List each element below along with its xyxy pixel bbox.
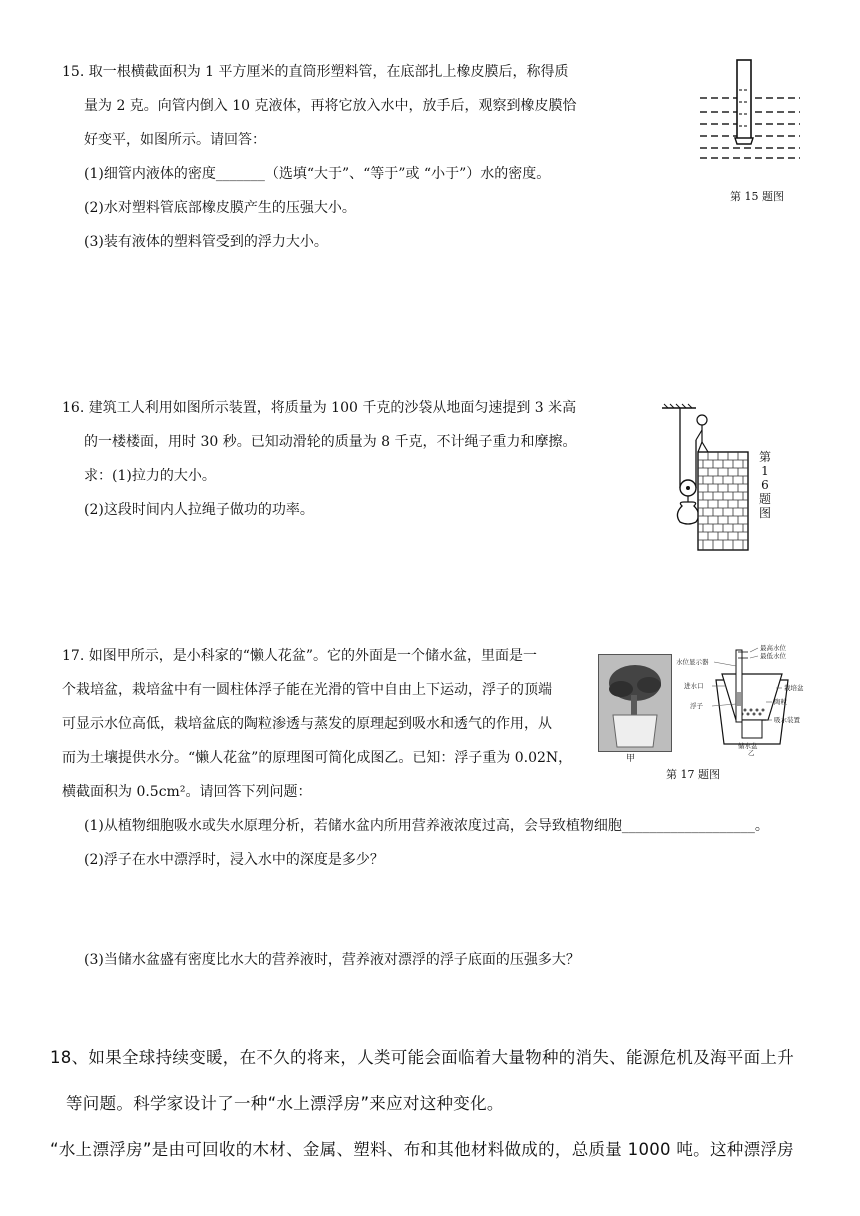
q17-photo-jia — [598, 654, 672, 752]
q17-line-6: (1)从植物细胞吸水或失水原理分析，若储水盆内所用营养液浓度过高，会导致植物细胞___________________。 — [84, 818, 769, 834]
q15-line-1: 15. 取一根横截面积为 1 平方厘米的直筒形塑料管，在底部扎上橡皮膜后，称得质 — [62, 64, 569, 80]
q18-line-2: 等问题。科学家设计了一种“水上漂浮房”来应对这种变化。 — [66, 1094, 504, 1113]
q15-line-6: (3)装有液体的塑料管受到的浮力大小。 — [84, 234, 328, 250]
q15-line-5: (2)水对塑料管底部橡皮膜产生的压强大小。 — [84, 200, 356, 216]
q15-figure — [696, 58, 806, 178]
q17-label-jia: 甲 — [626, 754, 636, 764]
q15-line-2: 量为 2 克。向管内倒入 10 克液体，再将它放入水中，放手后，观察到橡皮膜恰 — [84, 98, 577, 114]
q17-line-8: (3)当储水盆盛有密度比水大的营养液时，营养液对漂浮的浮子底面的压强多大？ — [84, 952, 580, 968]
q17-label-yi: 乙 — [748, 749, 755, 756]
q17-figure-caption: 第 17 题图 — [666, 768, 720, 781]
q17-line-7: (2)浮子在水中漂浮时，浸入水中的深度是多少？ — [84, 852, 384, 868]
q17-line-5: 横截面积为 0.5cm²。请回答下列问题： — [62, 784, 312, 800]
q15-line-4: (1)细管内液体的密度_______（选填“大于”、“等于”或 “小于”）水的密度。 — [84, 166, 551, 182]
q17-diagram-yi — [676, 644, 826, 756]
q17-line-4: 而为土壤提供水分。“懒人花盆”的原理图可简化成图乙。已知：浮子重为 0.02N， — [62, 750, 573, 766]
q16-line-4: (2)这段时间内人拉绳子做功的功率。 — [84, 502, 314, 518]
q17-label-ceramsite: 陶粒 — [774, 698, 787, 706]
q18-line-3: “水上漂浮房”是由可回收的木材、金属、塑料、布和其他材料做成的，总质量 1000 吨。这种漂浮房 — [50, 1140, 794, 1159]
q16-figure-caption: 第16题图 — [758, 450, 771, 520]
q17-line-3: 可显示水位高低，栽培盆底的陶粒渗透与蒸发的原理起到吸水和透气的作用，从 — [62, 716, 552, 732]
q18-line-1: 18、如果全球持续变暖，在不久的将来，人类可能会面临着大量物种的消失、能源危机及海平面上升 — [50, 1048, 794, 1067]
q17-label-inlet: 进水口 — [684, 682, 704, 690]
q17-label-max-level: 最高水位 — [760, 644, 786, 652]
q16-figure — [656, 402, 756, 552]
q16-line-3: 求：(1)拉力的大小。 — [84, 468, 216, 484]
q17-label-min-level: 最低水位 — [760, 652, 786, 660]
q17-line-1: 17. 如图甲所示，是小科家的“懒人花盆”。它的外面是一个储水盆，里面是一 — [62, 648, 538, 664]
q16-line-2: 的一楼楼面，用时 30 秒。已知动滑轮的质量为 8 千克，不计绳子重力和摩擦。 — [84, 434, 577, 450]
q17-label-absorb: 吸水装置 — [774, 716, 800, 724]
q17-line-2: 个栽培盆，栽培盆中有一圆柱体浮子能在光滑的管中自由上下运动，浮子的顶端 — [62, 682, 552, 698]
q16-line-1: 16. 建筑工人利用如图所示装置，将质量为 100 千克的沙袋从地面匀速提到 3 米高 — [62, 400, 577, 416]
q17-label-float: 浮子 — [690, 702, 703, 710]
q17-label-storage: 储水盆 — [738, 742, 758, 750]
q17-label-indicator: 水位显示器 — [676, 658, 709, 666]
q15-figure-caption: 第 15 题图 — [730, 190, 784, 203]
q15-line-3: 好变平，如图所示。请回答： — [84, 132, 266, 148]
q17-label-cultivation: 栽培盆 — [784, 684, 804, 692]
